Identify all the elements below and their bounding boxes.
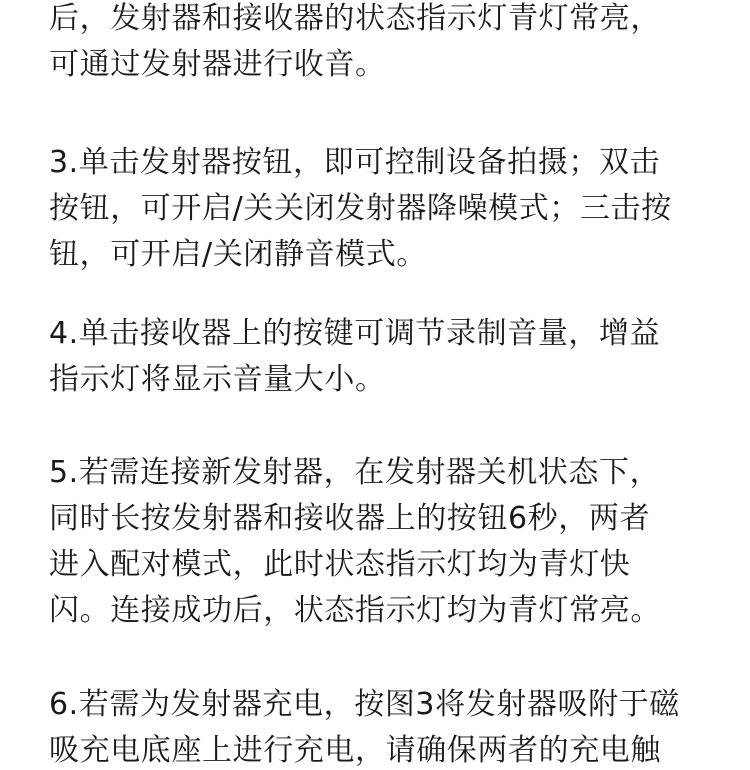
text-line: 闪。连接成功后，状态指示灯均为青灯常亮。 <box>49 593 661 628</box>
text-line: 4.单击接收器上的按键可调节录制音量，增益 <box>49 316 661 351</box>
text-line: 指示灯将显示音量大小。 <box>49 362 386 397</box>
paragraph-status-lights <box>49 0 719 88</box>
paragraph-step-4 <box>49 311 719 403</box>
text-line: 可通过发射器进行收音。 <box>49 47 386 82</box>
text-line: 5.若需连接新发射器，在发射器关机状态下， <box>49 455 661 490</box>
paragraph-step-3 <box>49 140 719 278</box>
text-line: 同时长按发射器和接收器上的按钮6秒，两者 <box>49 501 651 536</box>
text-line: 吸充电底座上进行充电，请确保两者的充电触 <box>49 733 661 768</box>
text-line: 后，发射器和接收器的状态指示灯青灯常亮， <box>49 1 661 36</box>
text-line: 6.若需为发射器充电，按图3将发射器吸附于磁 <box>49 687 680 722</box>
paragraph-step-6 <box>49 682 719 770</box>
text-line: 3.单击发射器按钮，即可控制设备拍摄；双击 <box>49 145 661 180</box>
text-line: 进入配对模式，此时状态指示灯均为青灯快 <box>49 547 631 582</box>
text-line: 钮，可开启/关闭静音模式。 <box>49 237 427 272</box>
text-line: 按钮，可开启/关关闭发射器降噪模式；三击按 <box>49 191 672 226</box>
paragraph-step-5 <box>49 450 719 634</box>
